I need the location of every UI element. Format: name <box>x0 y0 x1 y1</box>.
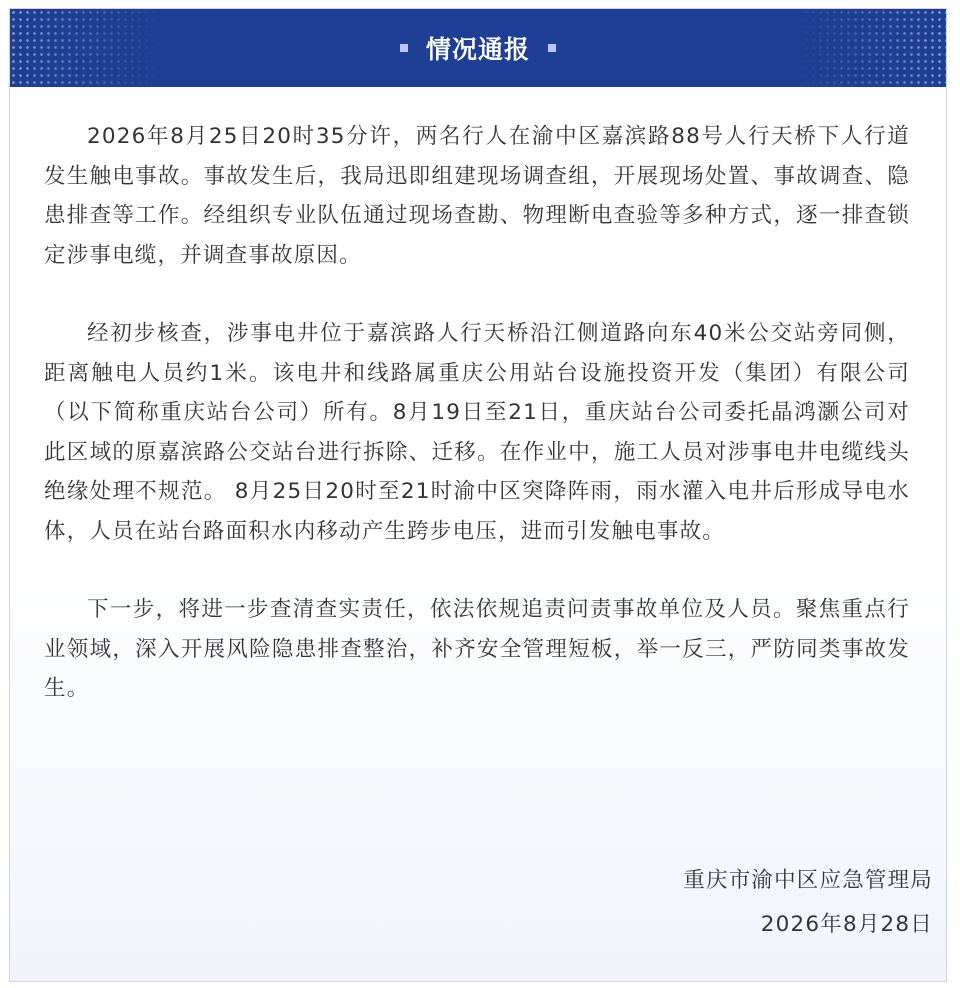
page-title: 情况通报 <box>425 35 530 64</box>
issue-date: 2026年8月28日 <box>760 912 933 937</box>
header-title-row <box>10 9 946 87</box>
paragraph-investigation: 经初步核查，涉事电井位于嘉滨路人行天桥沿江侧道路向东40米公交站旁同侧，距离触电人员约1米。该电井和线路属重庆公用站台设施投资开发（集团）有限公司（以下简称重庆站台公司）所有。8月19日至21日，重庆站台公司委托晶鸿灏公司对此区域的原嘉滨路公交站台进行拆除、迁移。在作业中，施工人员对涉事电井电缆线头绝缘处理不规范。 8月25日20时至21时渝中区突降阵雨，雨水灌入电井后形成导电水体，人员在站台路面积水内移动产生跨步电压，进而引发触电事故。 <box>44 321 910 544</box>
square-bullet-icon <box>400 44 408 52</box>
paragraph-incident: 2026年8月25日20时35分许，两名行人在渝中区嘉滨路88号人行天桥下人行道发生触电事故。事故发生后，我局迅即组建现场调查组，开展现场处置、事故调查、隐患排查等工作。经组织专业队伍通过现场查勘、物理断电查验等多种方式，逐一排查锁定涉事电缆，并调查事故原因。 <box>44 124 910 268</box>
paragraph-next-steps: 下一步，将进一步查清查实责任，依法依规追责问责事故单位及人员。聚焦重点行业领域，深入开展风险隐患排查整治，补齐安全管理短板，举一反三，严防同类事故发生。 <box>44 597 910 701</box>
issuing-organization: 重庆市渝中区应急管理局 <box>683 868 933 893</box>
signature-block <box>683 859 933 947</box>
square-bullet-icon <box>548 44 556 52</box>
header-banner <box>10 9 946 87</box>
notice-body <box>44 117 910 748</box>
